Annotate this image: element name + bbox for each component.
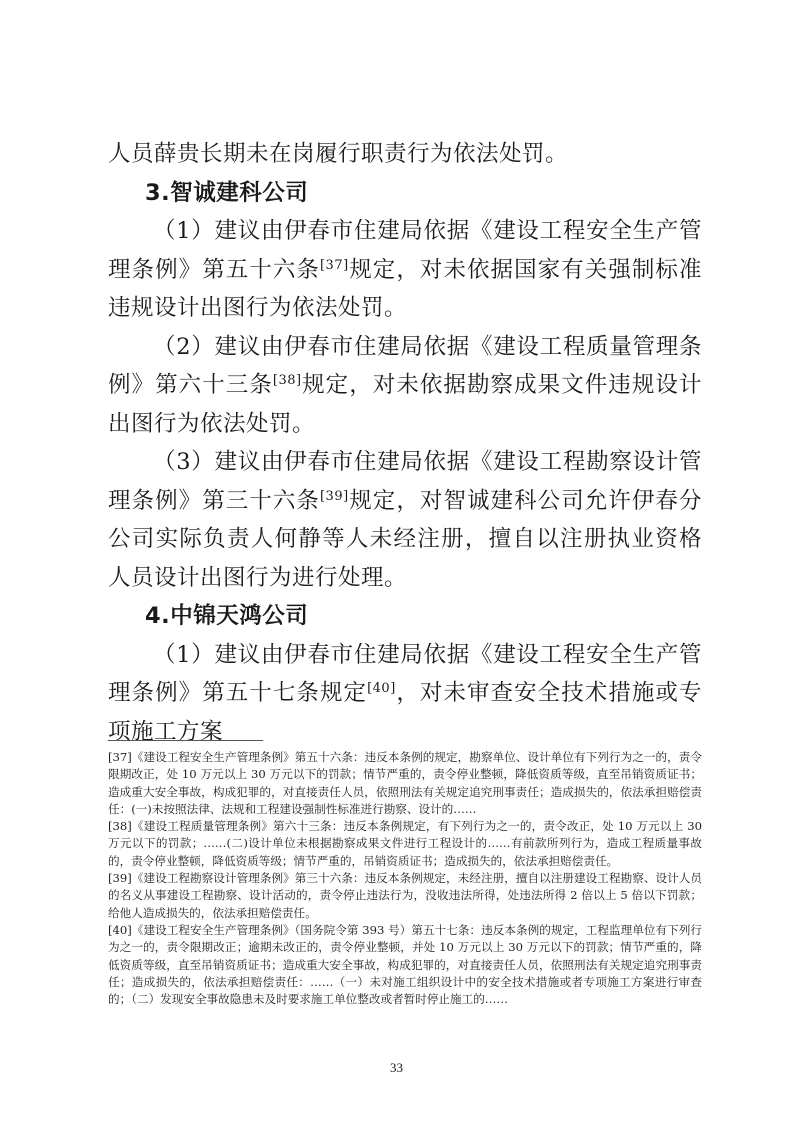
paragraph-text: 规定，对未依据勘察成果文件违规设计出图行为依法处罚。 [108, 372, 702, 437]
paragraph-text: （2）建议由伊春市住建局依据《建设工程质量管理条例》第六十三条 [108, 333, 702, 398]
continued-paragraph: 人员薛贵长期未在岗履行职责行为依法处罚。 [108, 141, 569, 167]
footnote-separator [108, 740, 263, 741]
body-text [108, 135, 702, 751]
footnote-ref-40[interactable]: [40] [367, 681, 396, 696]
paragraph-text: （1）建议由伊春市住建局依据《建设工程安全生产管理条例》第五十六条 [108, 218, 702, 283]
paragraph-text: （1）建议由伊春市住建局依据《建设工程安全生产管理条例》第五十七条规定 [108, 641, 702, 706]
section-heading-3: 3.智诚建科公司 [145, 179, 309, 206]
footnote-ref-39[interactable]: [39] [319, 488, 349, 504]
paragraph-3-3 [108, 443, 702, 597]
section-heading-4: 4.中锦天鸿公司 [145, 603, 309, 629]
footnote-38: [38]《建设工程质量管理条例》第六十三条：违反本条例规定，有下列行为之一的，责令改正，处 10 万元以上 30 万元以下的罚款；……(二)设计单位未根据勘察成果文件进行工程设计的……有前款所列行为，造成工程质量事故的，责令停业整顿，降低资质等级；情节严重的，吊销资质证书；造成损失的，依法承担赔偿责任。 [108, 819, 702, 868]
paragraph-3-2 [108, 328, 702, 444]
footnote-ref-37[interactable]: [37] [319, 257, 349, 273]
paragraph-text: ，对未审查安全技术措施或专项施工方案 [108, 680, 702, 745]
paragraph-3-1 [108, 212, 702, 328]
paragraph-4-1 [108, 636, 702, 752]
footnote-37: [37]《建设工程安全生产管理条例》第五十六条：违反本条例的规定，勘察单位、设计单位有下列行为之一的，责令限期改正，处 10 万元以上 30 万元以下的罚款；情节严重的，责令停业整顿，降低资质等级，直至吊销资质证书；造成重大安全事故，构成犯罪的，对直接责任人员，依照刑法有关规定追究刑事责任；造成损失的，依法承担赔偿责任：(一)未按照法律、法规和工程建设强制性标准进行勘察、设计的…… [108, 750, 702, 816]
footnotes [108, 749, 702, 1008]
paragraph-text: （3）建议由伊春市住建局依据《建设工程勘察设计管理条例》第三十六条 [108, 449, 702, 514]
page-number: 33 [390, 1060, 403, 1075]
paragraph-text: 规定，对智诚建科公司允许伊春分公司实际负责人何静等人未经注册，擅自以注册执业资格人员设计出图行为进行处理。 [108, 487, 702, 591]
footnote-39: [39]《建设工程勘察设计管理条例》第三十六条：违反本条例规定，未经注册，擅自以注册建设工程勘察、设计人员的名义从事建设工程勘察、设计活动的，责令停止违法行为，没收违法所得，处违法所得 2 倍以上 5 倍以下罚款；给他人造成损失的，依法承担赔偿责任。 [108, 871, 702, 920]
paragraph-text: 规定，对未依据国家有关强制标准违规设计出图行为依法处罚。 [108, 256, 702, 321]
footnote-ref-38[interactable]: [38] [272, 373, 302, 388]
footnote-40: [40]《建设工程安全生产管理条例》（国务院令第 393 号）第五十七条：违反本条例的规定，工程监理单位有下列行为之一的，责令限期改正；逾期未改正的，责令停业整顿，并处 10 万元以上 30 万元以下的罚款；情节严重的，降低资质等级，直至吊销资质证书；造成重大安全事故，构成犯罪的，对直接责任人员，依照刑法有关规定追究刑事责任；造成损失的，依法承担赔偿责任：……（一）未对施工组织设计中的安全技术措施或者专项施工方案进行审查的；（二）发现安全事故隐患未及时要求施工单位整改或者暂时停止施工的…… [108, 922, 702, 1007]
